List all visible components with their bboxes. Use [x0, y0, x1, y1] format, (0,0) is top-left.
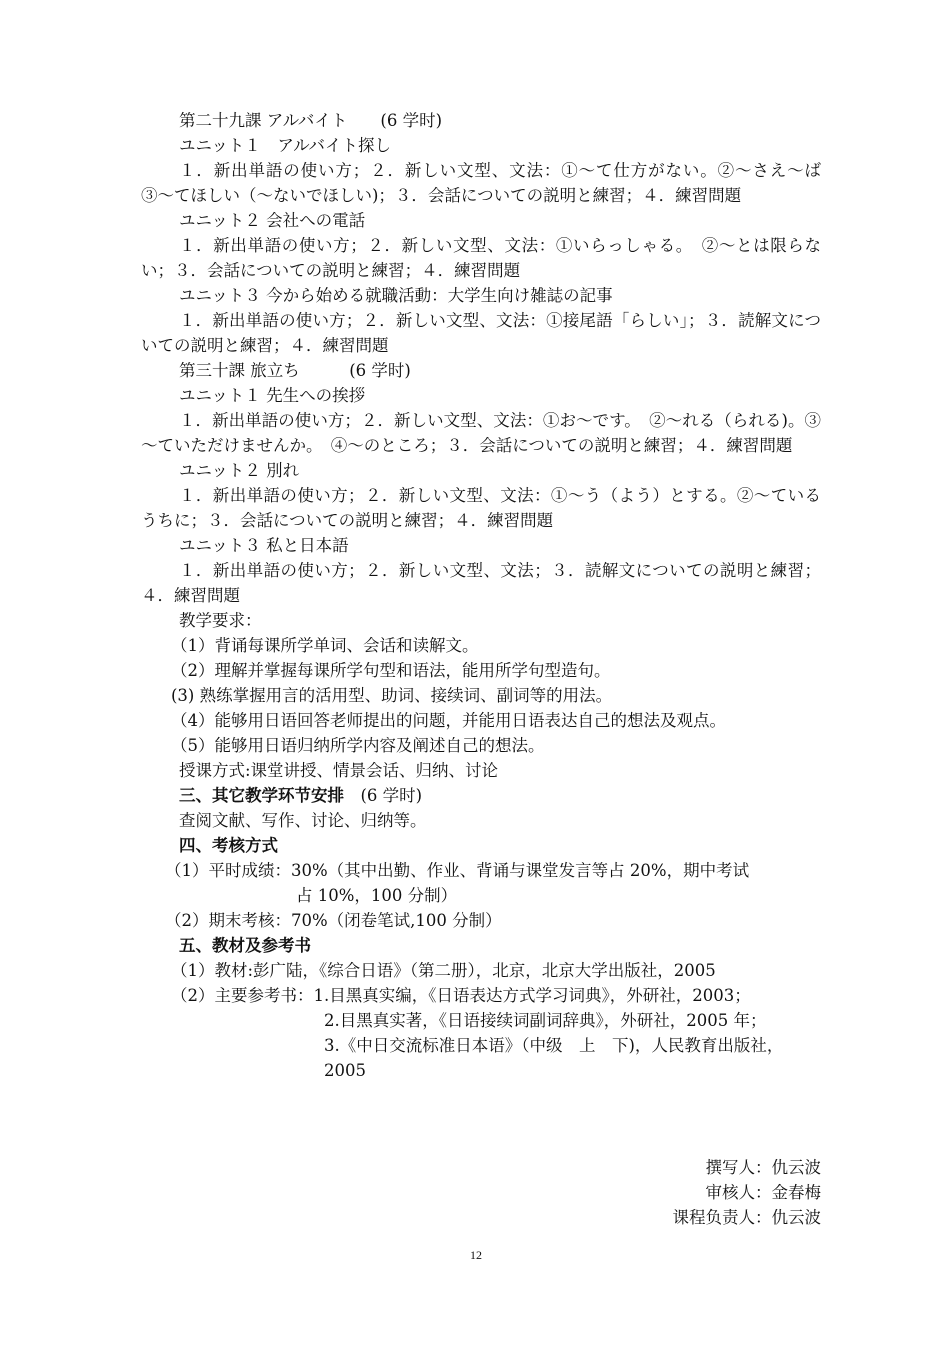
lesson-line: ユニット２ 会社への電話	[179, 211, 366, 230]
lesson-line: （2）理解并掌握每课所学句型和语法，能用所学句型造句。	[171, 661, 611, 680]
section-4-heading: 四、考核方式	[179, 836, 278, 855]
reviewer-signature: 审核人：金春梅	[705, 1183, 821, 1202]
assessment-item-2: （2）期末考核：70%（闭卷笔试,100 分制）	[165, 911, 502, 930]
reference-item-3-year: 2005	[324, 1061, 366, 1080]
reference-item-3: 3.《中日交流标准日本语》（中级 上 下)，人民教育出版社，	[324, 1036, 784, 1055]
lesson-line: ユニット２ 別れ	[179, 461, 300, 480]
lesson-line: （4）能够用日语回答老师提出的问题，并能用日语表达自己的想法及观点。	[171, 711, 726, 730]
lesson-line: (3) 熟练掌握用言的活用型、助词、接续词、副词等的用法。	[171, 686, 613, 705]
lesson-content-paragraph: １．新出単語の使い方；２．新しい文型、文法：①お～です。 ②～れる（られる)。③～ていただけませんか。 ④～のところ；３．会話についての説明と練習；４．練習問題	[141, 411, 821, 455]
section-5-heading: 五、教材及参考书	[179, 936, 311, 955]
lesson-line: 第二十九課 アルバイト (6 学时)	[179, 111, 443, 130]
reference-item-1: （2）主要参考书：1.目黑真实编，《日语表达方式学习词典》，外研社，2003；	[171, 986, 751, 1005]
lesson-line: ユニット３ 今から始める就職活動：大学生向け雑誌の記事	[179, 286, 613, 305]
lesson-content-paragraph: １．新出単語の使い方；２．新しい文型、文法：①～て仕方がない。②～さえ～ば ③～てほしい（～ないでほしい)；３．会話についての説明と練習；４．練習問題	[141, 161, 838, 205]
lesson-line: （1）背诵每课所学单词、会话和读解文。	[171, 636, 479, 655]
reference-item-2: 2.目黑真实著，《日语接续词副词辞典》，外研社，2005 年；	[324, 1011, 767, 1030]
page-number: 12	[470, 1248, 482, 1262]
lesson-content-paragraph: １．新出単語の使い方；２．新しい文型、文法：①接尾語「らしい」；３．読解文についての説明と練習；４．練習問題	[141, 311, 821, 355]
lesson-content-paragraph: １．新出単語の使い方；２．新しい文型、文法；３．読解文についての説明と練習；４．練習問題	[141, 561, 821, 605]
lesson-line: 教学要求：	[179, 611, 262, 630]
lesson-line: 授课方式:课堂讲授、情景会话、归纳、讨论	[179, 761, 499, 780]
writer-signature: 撰写人：仇云波	[705, 1158, 821, 1177]
signatures-block	[673, 1155, 822, 1230]
section-3-hours: (6 学时)	[344, 786, 423, 805]
course-owner-signature: 课程负责人：仇云波	[672, 1208, 821, 1227]
section-3-heading: 三、其它教学环节安排	[179, 786, 344, 805]
lesson-content-paragraph: １．新出単語の使い方；２．新しい文型、文法：①いらっしゃる。 ②～とは限らない；３．会話についての説明と練習；４．練習問題	[141, 236, 821, 280]
syllabus-lessons	[141, 108, 838, 783]
lesson-line: （5）能够用日语归纳所学内容及阐述自己的想法。	[171, 736, 545, 755]
textbook-item: （1）教材:彭广陆，《综合日语》（第二册），北京，北京大学出版社，2005	[171, 961, 716, 980]
lesson-line: ユニット１ アルバイト探し	[179, 136, 392, 155]
section-3-body: 查阅文献、写作、讨论、归纳等。	[179, 811, 427, 830]
page-body	[141, 108, 838, 1083]
section-3-heading-line	[141, 783, 821, 808]
lesson-content-paragraph: １．新出単語の使い方；２．新しい文型、文法：①～う（よう）とする。②～ているうちに；３．会話についての説明と練習；４．練習問題	[141, 486, 821, 530]
lesson-line: ユニット３ 私と日本語	[179, 536, 349, 555]
assessment-item-1-cont: 占 10%，100 分制）	[296, 886, 458, 905]
assessment-item-1: （1）平时成绩：30%（其中出勤、作业、背诵与课堂发言等占 20%，期中考试	[165, 861, 750, 880]
lesson-line: ユニット１ 先生への挨拶	[179, 386, 366, 405]
lesson-line: 第三十課 旅立ち (6 学时)	[179, 361, 411, 380]
